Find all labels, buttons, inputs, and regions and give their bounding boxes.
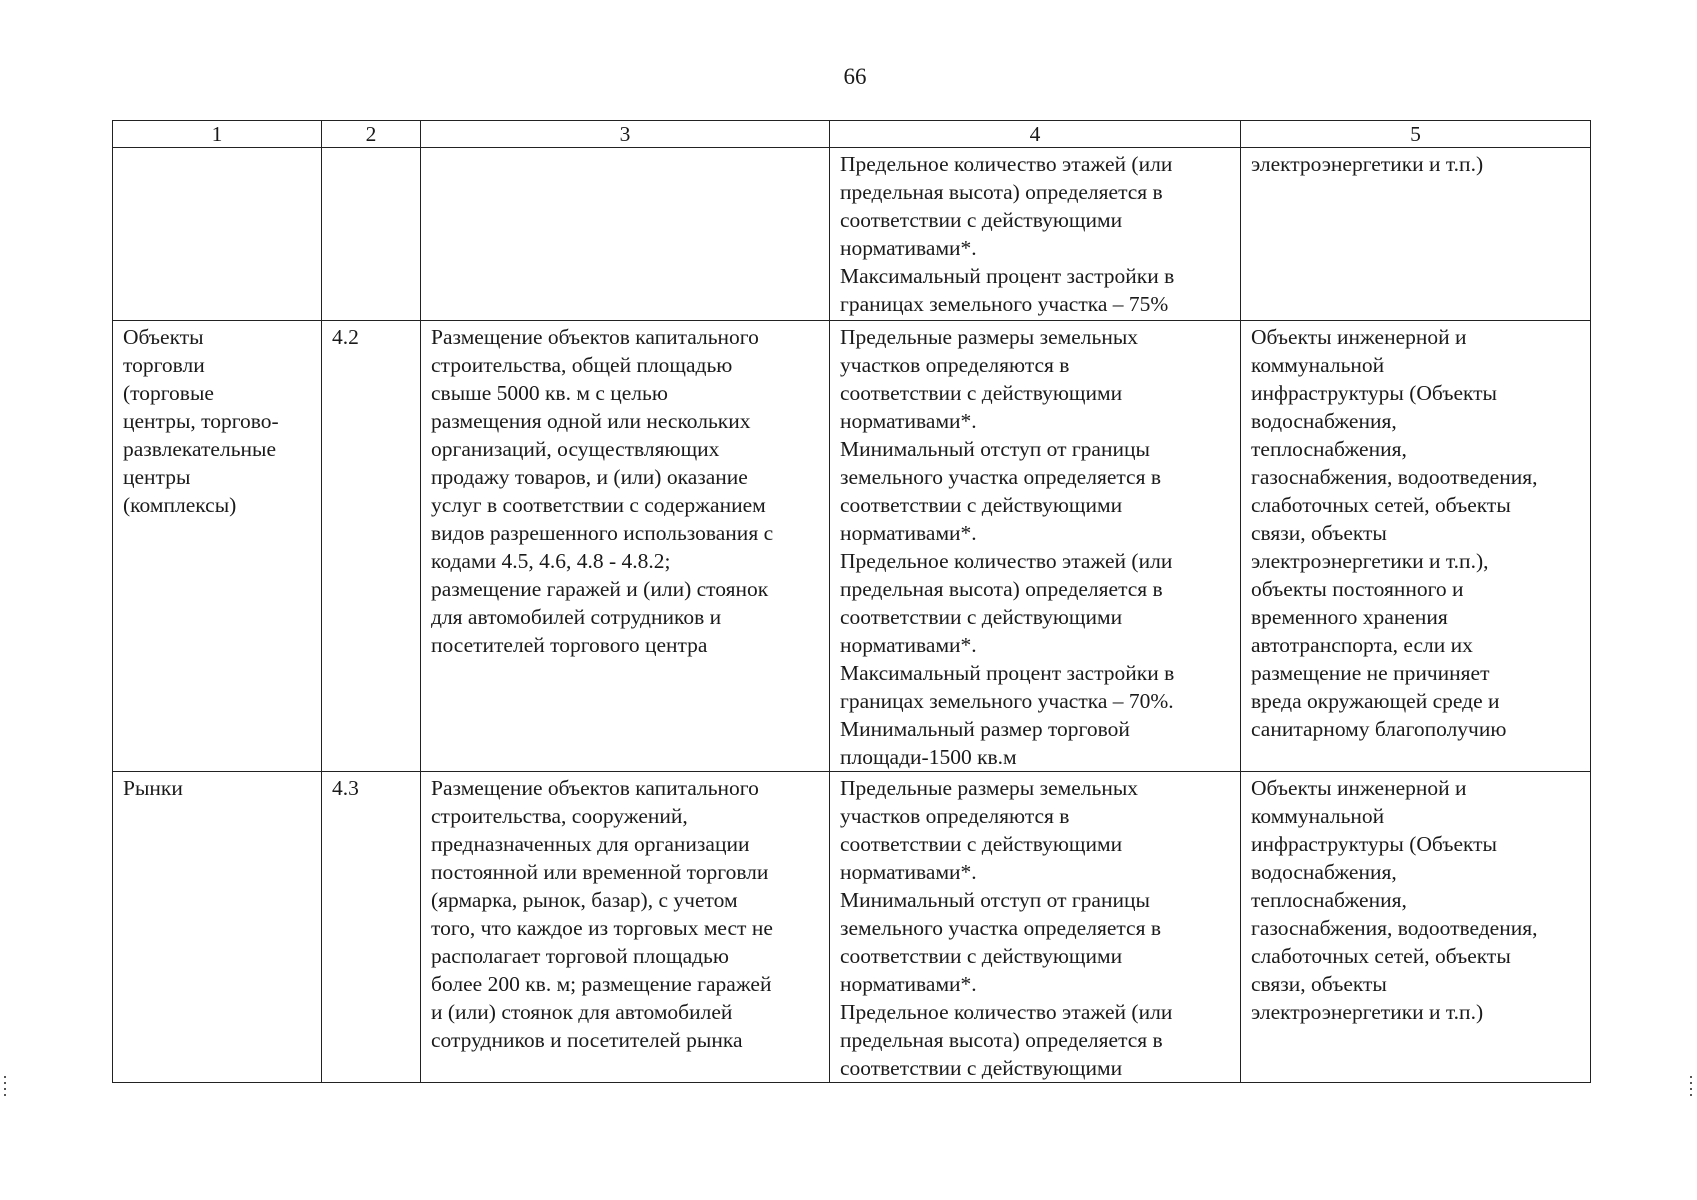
scan-edge-mark-left — [4, 1076, 6, 1098]
auxiliary-uses-cell: Объекты инженерной и коммунальной инфраструктуры (Объекты водоснабжения, теплоснабжения, газоснабжения, водоотведения, слаботочных сетей, объекты связи, объекты электроэнергетики и т.п.), объекты постоянного и временного хранения автотранспорта, если их размещение не причиняет вреда окружающей среде и санитарному благополучию — [1241, 321, 1591, 772]
use-description-cell: Размещение объектов капитального строительства, общей площадью свыше 5000 кв. м с целью размещения одной или нескольких организаций, осуществляющих продажу товаров, и (или) оказание услуг в соответствии с содержанием видов разрешенного использования с кодами 4.5, 4.6, 4.8 - 4.8.2; размещение гаражей и (или) стоянок для автомобилей сотрудников и посетителей торгового центра — [421, 321, 830, 772]
parameters-cell: Предельные размеры земельных участков определяются в соответствии с действующими нормативами*. Минимальный отступ от границы земельного участка определяется в соответствии с действующими нормативами*. Предельное количество этажей (или предельная высота) определяется в соответствии с действующими — [830, 772, 1241, 1083]
use-name-cell: Объекты торговли (торговые центры, торгово- развлекательные центры (комплексы) — [113, 321, 322, 772]
use-description-cell — [421, 148, 830, 321]
scan-edge-mark-right — [1690, 1076, 1692, 1098]
table-row-markets — [113, 772, 1591, 1083]
table-row-continued — [113, 148, 1591, 321]
column-number-5: 5 — [1241, 121, 1591, 148]
use-name-cell: Рынки — [113, 772, 322, 1083]
use-description-cell: Размещение объектов капитального строительства, сооружений, предназначенных для организации постоянной или временной торговли (ярмарка, рынок, базар), с учетом того, что каждое из торговых мест не располагает торговой площадью более 200 кв. м; размещение гаражей и (или) стоянок для автомобилей сотрудников и посетителей рынка — [421, 772, 830, 1083]
column-number-4: 4 — [830, 121, 1241, 148]
auxiliary-uses-cell: Объекты инженерной и коммунальной инфраструктуры (Объекты водоснабжения, теплоснабжения, газоснабжения, водоотведения, слаботочных сетей, объекты связи, объекты электроэнергетики и т.п.) — [1241, 772, 1591, 1083]
use-code-cell: 4.3 — [322, 772, 421, 1083]
auxiliary-uses-cell: электроэнергетики и т.п.) — [1241, 148, 1591, 321]
use-code-cell — [322, 148, 421, 321]
zoning-table — [112, 120, 1591, 1083]
parameters-cell: Предельное количество этажей (или предельная высота) определяется в соответствии с действующими нормативами*. Максимальный процент застройки в границах земельного участка – 75% — [830, 148, 1241, 321]
column-number-row — [113, 121, 1591, 148]
page-number: 66 — [843, 64, 867, 89]
column-number-2: 2 — [322, 121, 421, 148]
parameters-cell: Предельные размеры земельных участков определяются в соответствии с действующими нормативами*. Минимальный отступ от границы земельного участка определяется в соответствии с действующими нормативами*. Предельное количество этажей (или предельная высота) определяется в соответствии с действующими нормативами*. Максимальный процент застройки в границах земельного участка – 70%. Минимальный размер торговой площади-1500 кв.м — [830, 321, 1241, 772]
table-row-trade-objects — [113, 321, 1591, 772]
column-number-1: 1 — [113, 121, 322, 148]
column-number-3: 3 — [421, 121, 830, 148]
use-code-cell: 4.2 — [322, 321, 421, 772]
use-name-cell — [113, 148, 322, 321]
